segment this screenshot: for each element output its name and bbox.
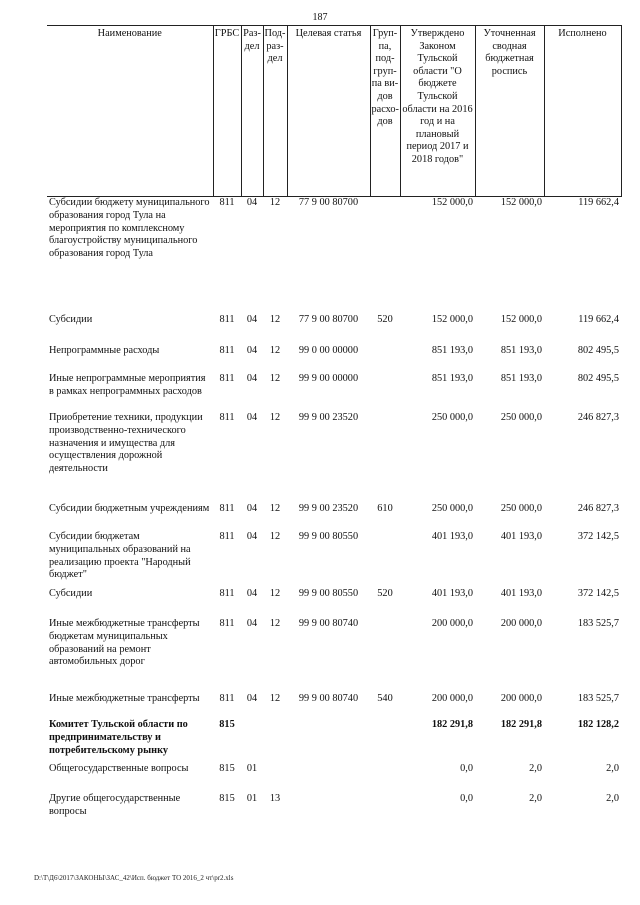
- row-subsection: 12: [269, 412, 281, 423]
- table-row: [47, 197, 621, 315]
- row-target-article: 99 9 00 80740: [298, 618, 359, 629]
- row-refined: 182 291,8: [500, 719, 542, 730]
- row-approved: 0,0: [460, 763, 473, 774]
- table-row: [47, 373, 621, 412]
- row-target-article: [287, 719, 370, 763]
- row-expense-group: [370, 373, 400, 412]
- row-approved: 401 193,0: [431, 588, 473, 599]
- row-subsection: 12: [269, 314, 281, 325]
- row-section: 04: [246, 412, 258, 423]
- row-name: Субсидии бюджетам муниципальных образований на реализацию проекта "Народный бюджет": [49, 531, 191, 581]
- row-section: 04: [246, 588, 258, 599]
- row-approved: 200 000,0: [431, 693, 473, 704]
- row-expense-group: 610: [377, 503, 393, 514]
- row-refined: 200 000,0: [500, 618, 542, 629]
- row-approved: 0,0: [460, 793, 473, 804]
- row-approved: 851 193,0: [431, 373, 473, 384]
- row-name: Иные межбюджетные трансферты бюджетам муниципальных образований на ремонт автомобильных дорог: [49, 618, 200, 668]
- row-expense-group: [370, 763, 400, 793]
- row-expense-group: 520: [377, 314, 393, 325]
- row-subsection: 13: [269, 793, 281, 804]
- row-subsection: 12: [269, 503, 281, 514]
- row-name: Субсидии бюджетным учреждениям: [49, 503, 210, 514]
- row-name: Субсидии бюджету муниципального образования город Тула на мероприятия по комплексному благоустройству муниципального образования город Тула: [49, 197, 210, 260]
- row-grbs: 811: [219, 503, 235, 514]
- row-refined: 250 000,0: [500, 412, 542, 423]
- row-grbs: 815: [219, 719, 235, 730]
- row-target-article: 99 9 00 80740: [298, 693, 359, 704]
- row-section: 04: [246, 531, 258, 542]
- row-expense-group: [370, 719, 400, 763]
- row-grbs: 815: [219, 763, 235, 774]
- header-target-article: Целевая статья: [287, 26, 370, 197]
- header-executed: Исполнено: [544, 26, 621, 197]
- row-grbs: 811: [219, 314, 235, 325]
- row-refined: 250 000,0: [500, 503, 542, 514]
- header-subsection: Под- раз- дел: [263, 26, 287, 197]
- row-subsection: 12: [269, 197, 281, 208]
- row-section: 01: [246, 763, 258, 774]
- row-name: Комитет Тульской области по предпринимательству и потребительскому рынку: [49, 719, 188, 756]
- row-target-article: 99 0 00 00000: [298, 345, 359, 356]
- row-executed: 183 525,7: [577, 618, 619, 629]
- row-executed: 802 495,5: [577, 345, 619, 356]
- header-name: Наименование: [47, 26, 213, 197]
- header-section: Раз- дел: [241, 26, 263, 197]
- row-subsection: 12: [269, 345, 281, 356]
- row-subsection: 12: [269, 693, 281, 704]
- table-row: [47, 531, 621, 588]
- row-approved: 200 000,0: [431, 618, 473, 629]
- row-refined: 2,0: [529, 793, 542, 804]
- row-name: Приобретение техники, продукции производственно-технического назначения и имущества для осуществления дорожной деятельности: [49, 412, 203, 475]
- row-grbs: 811: [219, 345, 235, 356]
- row-expense-group: [370, 345, 400, 373]
- row-refined: 152 000,0: [500, 197, 542, 208]
- row-target-article: 99 9 00 23520: [298, 412, 359, 423]
- row-section: 04: [246, 618, 258, 629]
- row-approved: 182 291,8: [431, 719, 473, 730]
- header-expense-group: Груп- па, под- груп- па ви- дов расхо- дов: [370, 26, 400, 197]
- row-executed: 119 662,4: [578, 314, 619, 325]
- row-approved: 851 193,0: [431, 345, 473, 356]
- row-subsection: 12: [269, 373, 281, 384]
- row-refined: 2,0: [529, 763, 542, 774]
- page-number: 187: [312, 12, 328, 23]
- row-refined: 401 193,0: [500, 588, 542, 599]
- row-grbs: 811: [219, 197, 235, 208]
- table-row: [47, 503, 621, 531]
- row-subsection: 12: [269, 588, 281, 599]
- row-expense-group: 520: [377, 588, 393, 599]
- row-grbs: 811: [219, 531, 235, 542]
- row-section: 04: [246, 197, 258, 208]
- table-row: [47, 588, 621, 618]
- row-grbs: 811: [219, 373, 235, 384]
- row-executed: 246 827,3: [577, 503, 619, 514]
- row-subsection: [263, 763, 287, 793]
- row-expense-group: 540: [377, 693, 393, 704]
- table-row: [47, 618, 621, 693]
- header-grbs: ГРБС: [213, 26, 241, 197]
- row-expense-group: [370, 531, 400, 588]
- row-executed: 246 827,3: [577, 412, 619, 423]
- footer-file-path: D:\Т\Д6\2017\ЗАКОНЫ\ЗАС_42\Исп. бюджет ТО 2016_2 чт\pr2.xls: [34, 874, 234, 882]
- row-section: 04: [246, 693, 258, 704]
- table-row: [47, 719, 621, 763]
- row-refined: 851 193,0: [500, 373, 542, 384]
- row-approved: 250 000,0: [431, 503, 473, 514]
- row-grbs: 811: [219, 412, 235, 423]
- table-row: [47, 314, 621, 345]
- table-body: [47, 197, 621, 824]
- row-grbs: 815: [219, 793, 235, 804]
- row-refined: 401 193,0: [500, 531, 542, 542]
- row-section: [241, 719, 263, 763]
- row-refined: 152 000,0: [500, 314, 542, 325]
- row-name: Субсидии: [49, 314, 93, 325]
- table-row: [47, 412, 621, 503]
- row-grbs: 811: [219, 588, 235, 599]
- row-section: 04: [246, 503, 258, 514]
- row-name: Субсидии: [49, 588, 93, 599]
- row-section: 04: [246, 314, 258, 325]
- row-expense-group: [370, 793, 400, 823]
- row-expense-group: [370, 412, 400, 503]
- row-section: 04: [246, 345, 258, 356]
- row-executed: 372 142,5: [577, 588, 619, 599]
- row-approved: 152 000,0: [431, 314, 473, 325]
- row-target-article: [287, 793, 370, 823]
- row-executed: 372 142,5: [577, 531, 619, 542]
- row-name: Иные непрограммные мероприятия в рамках непрограммных расходов: [49, 373, 206, 397]
- table-header-row: [47, 26, 621, 197]
- header-refined: Уточненная сводная бюджетная роспись: [475, 26, 544, 197]
- row-executed: 2,0: [606, 793, 619, 804]
- row-name: Другие общегосударственные вопросы: [49, 793, 181, 817]
- row-name: Общегосударственные вопросы: [49, 763, 189, 774]
- row-executed: 2,0: [606, 763, 619, 774]
- row-target-article: 99 9 00 80550: [298, 531, 359, 542]
- row-grbs: 811: [219, 618, 235, 629]
- row-approved: 401 193,0: [431, 531, 473, 542]
- row-name: Непрограммные расходы: [49, 345, 160, 356]
- header-approved: Утверждено Законом Тульской области "О бюджете Тульской области на 2016 год и на плановый период 2017 и 2018 годов": [400, 26, 475, 197]
- row-refined: 200 000,0: [500, 693, 542, 704]
- row-grbs: 811: [219, 693, 235, 704]
- row-executed: 183 525,7: [577, 693, 619, 704]
- row-target-article: 99 9 00 00000: [298, 373, 359, 384]
- row-expense-group: [370, 618, 400, 693]
- row-approved: 152 000,0: [431, 197, 473, 208]
- row-target-article: 77 9 00 80700: [298, 197, 359, 208]
- table-row: [47, 763, 621, 793]
- row-refined: 851 193,0: [500, 345, 542, 356]
- row-section: 01: [246, 793, 258, 804]
- row-subsection: [263, 719, 287, 763]
- table-row: [47, 793, 621, 823]
- budget-table: [47, 25, 622, 823]
- row-target-article: 99 9 00 80550: [298, 588, 359, 599]
- row-executed: 119 662,4: [578, 197, 619, 208]
- row-name: Иные межбюджетные трансферты: [49, 693, 200, 704]
- row-target-article: [287, 763, 370, 793]
- row-subsection: 12: [269, 531, 281, 542]
- row-section: 04: [246, 373, 258, 384]
- table-row: [47, 345, 621, 373]
- row-expense-group: [370, 197, 400, 315]
- row-target-article: 77 9 00 80700: [298, 314, 359, 325]
- row-approved: 250 000,0: [431, 412, 473, 423]
- row-target-article: 99 9 00 23520: [298, 503, 359, 514]
- row-subsection: 12: [269, 618, 281, 629]
- row-executed: 802 495,5: [577, 373, 619, 384]
- row-executed: 182 128,2: [577, 719, 619, 730]
- table-row: [47, 693, 621, 719]
